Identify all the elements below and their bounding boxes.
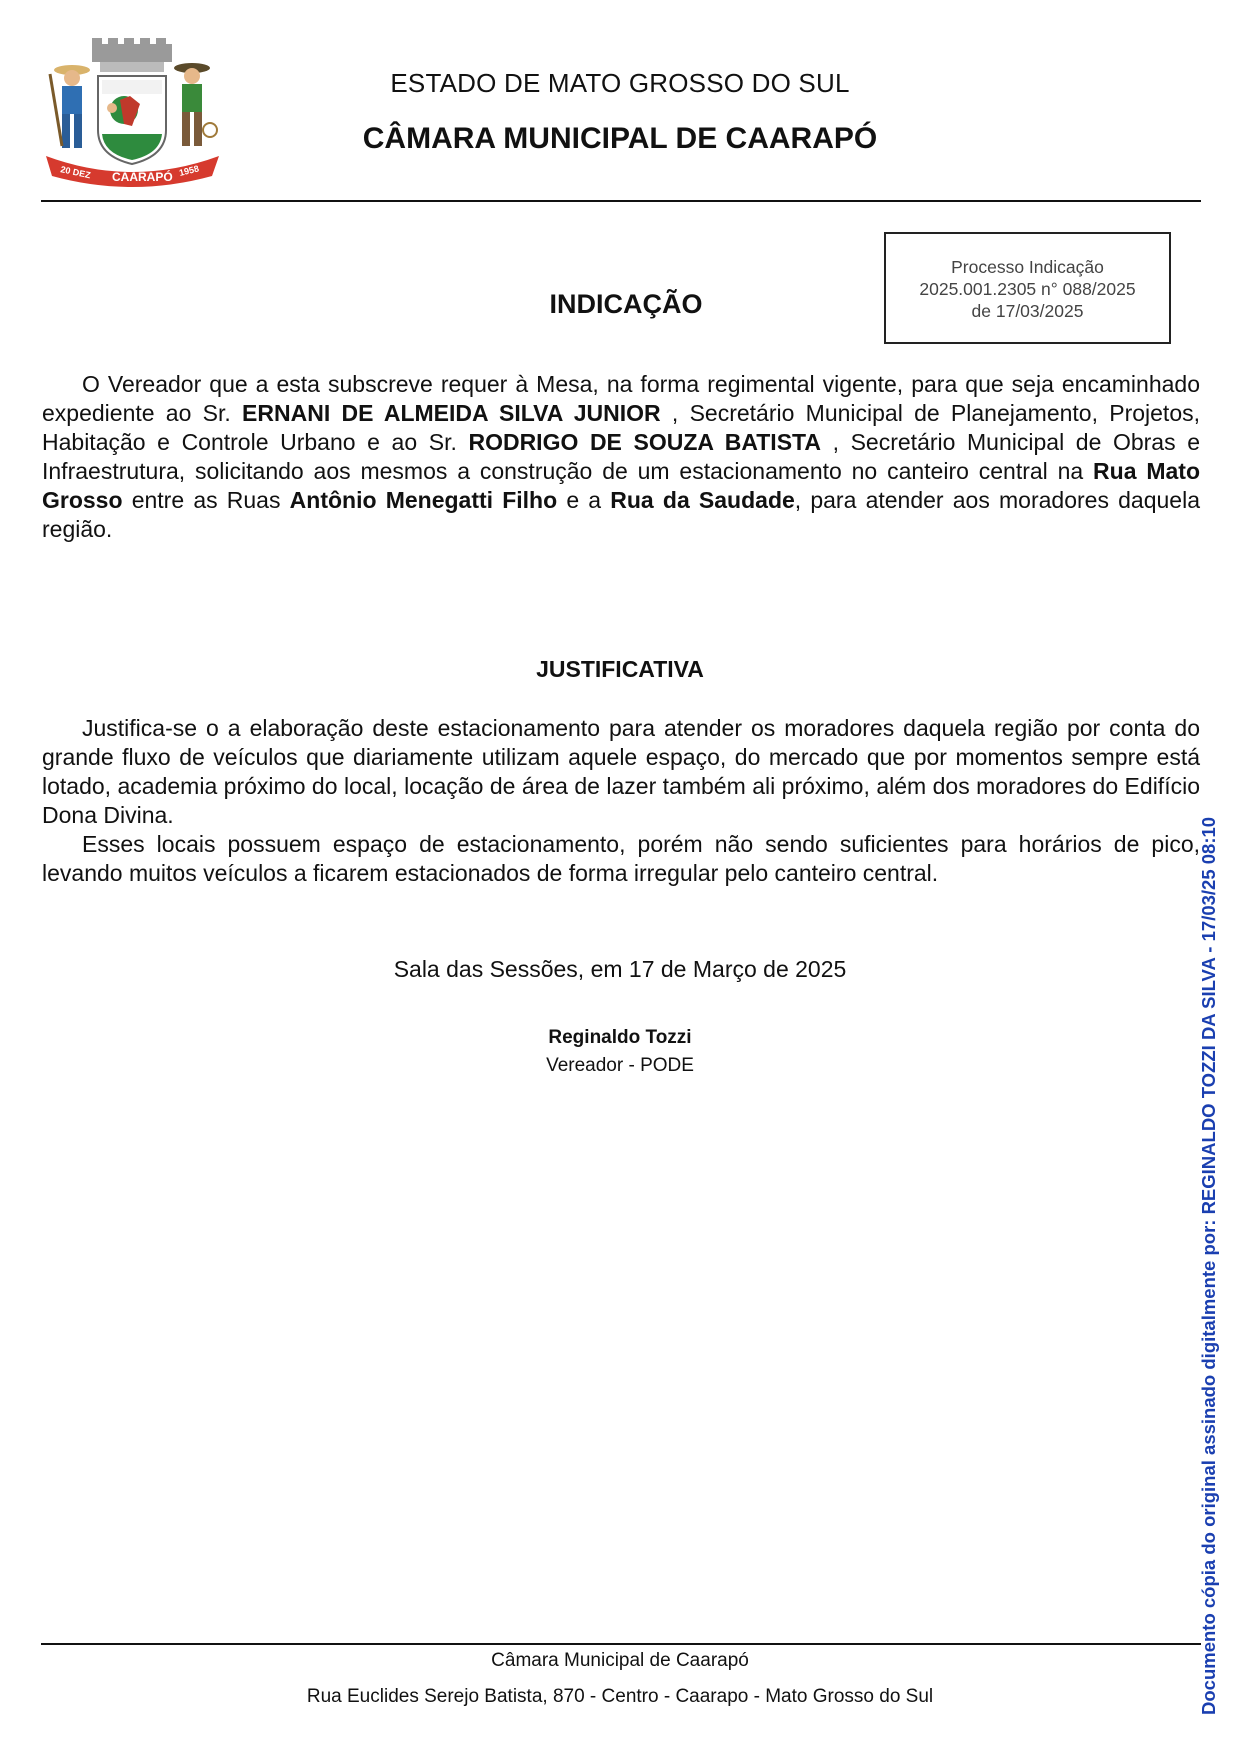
text-segment: , para atender aos moradores daquela região. <box>42 487 1200 542</box>
signer-name: Reginaldo Tozzi <box>548 1027 692 1048</box>
stamp-line-2: 2025.001.2305 n° 088/2025 <box>919 279 1136 299</box>
text-segment: , Secretário Municipal de Obras e Infraestrutura, solicitando aos mesmos a construção de um estacionamento no canteiro central na <box>42 429 1200 484</box>
place-date: Sala das Sessões, em 17 de Março de 2025 <box>393 956 847 982</box>
street-name-3: Rua da Saudade <box>610 487 795 513</box>
header-chamber: CÂMARA MUNICIPAL DE CAARAPÓ <box>362 122 878 155</box>
footer-institution: Câmara Municipal de Caarapó <box>491 1650 749 1671</box>
process-stamp <box>884 232 1171 344</box>
footer-address: Rua Euclides Serejo Batista, 870 - Centro - Caarapo - Mato Grosso do Sul <box>306 1686 934 1707</box>
justificativa-paragraph-2: Esses locais possuem espaço de estacionamento, porém não sendo suficientes para horários de pico, levando muitos veículos a ficarem estacionados de forma irregular pelo canteiro central. <box>42 831 1200 886</box>
text-segment: entre as Ruas <box>122 487 290 513</box>
justificativa-paragraph-1: Justifica-se o a elaboração deste estacionamento para atender os moradores daquela região por conta do grande fluxo de veículos que diariamente utilizam aquele espaço, do mercado que por momentos sempre está lotado, academia próximo do local, locação de área de lazer também ali próximo, além dos moradores do Edifício Dona Divina. <box>42 715 1200 828</box>
crest-text-left: 20 DEZ <box>59 164 92 181</box>
street-name-2: Antônio Menegatti Filho <box>289 487 558 513</box>
justificativa-title: JUSTIFICATIVA <box>536 656 704 682</box>
coat-of-arms-logo <box>40 38 225 188</box>
street-name-1: Rua Mato Grosso <box>42 458 1200 513</box>
stamp-line-3: de 17/03/2025 <box>971 301 1084 321</box>
text-segment: , Secretário Municipal de Planejamento, Projetos, Habitação e Controle Urbano e ao Sr. <box>42 400 1200 455</box>
text-segment: O Vereador que a esta subscreve requer à Mesa, na forma regimental vigente, para que seja encaminhado expediente ao Sr. <box>42 371 1200 426</box>
text-segment: e a <box>557 487 611 513</box>
crest-text-right: 1958 <box>178 163 200 178</box>
header-state: ESTADO DE MATO GROSSO DO SUL <box>390 68 850 98</box>
indicacao-paragraph <box>42 370 1200 544</box>
addressee-name-2: RODRIGO DE SOUZA BATISTA <box>468 429 821 455</box>
indicacao-body <box>42 370 1200 544</box>
justificativa-body <box>42 714 1200 888</box>
header-divider <box>41 200 1201 202</box>
stamp-line-1: Processo Indicação <box>951 257 1104 277</box>
digital-signature-note: Documento cópia do original assinado digitalmente por: REGINALDO TOZZI DA SILVA - 17/03/25 08:10 <box>1198 816 1219 1715</box>
footer-divider <box>41 1643 1201 1645</box>
document-title: INDICAÇÃO <box>549 289 703 319</box>
addressee-name-1: ERNANI DE ALMEIDA SILVA JUNIOR <box>242 400 661 426</box>
crest-text-center: CAARAPÓ <box>112 170 173 184</box>
signer-role: Vereador - PODE <box>546 1055 694 1076</box>
